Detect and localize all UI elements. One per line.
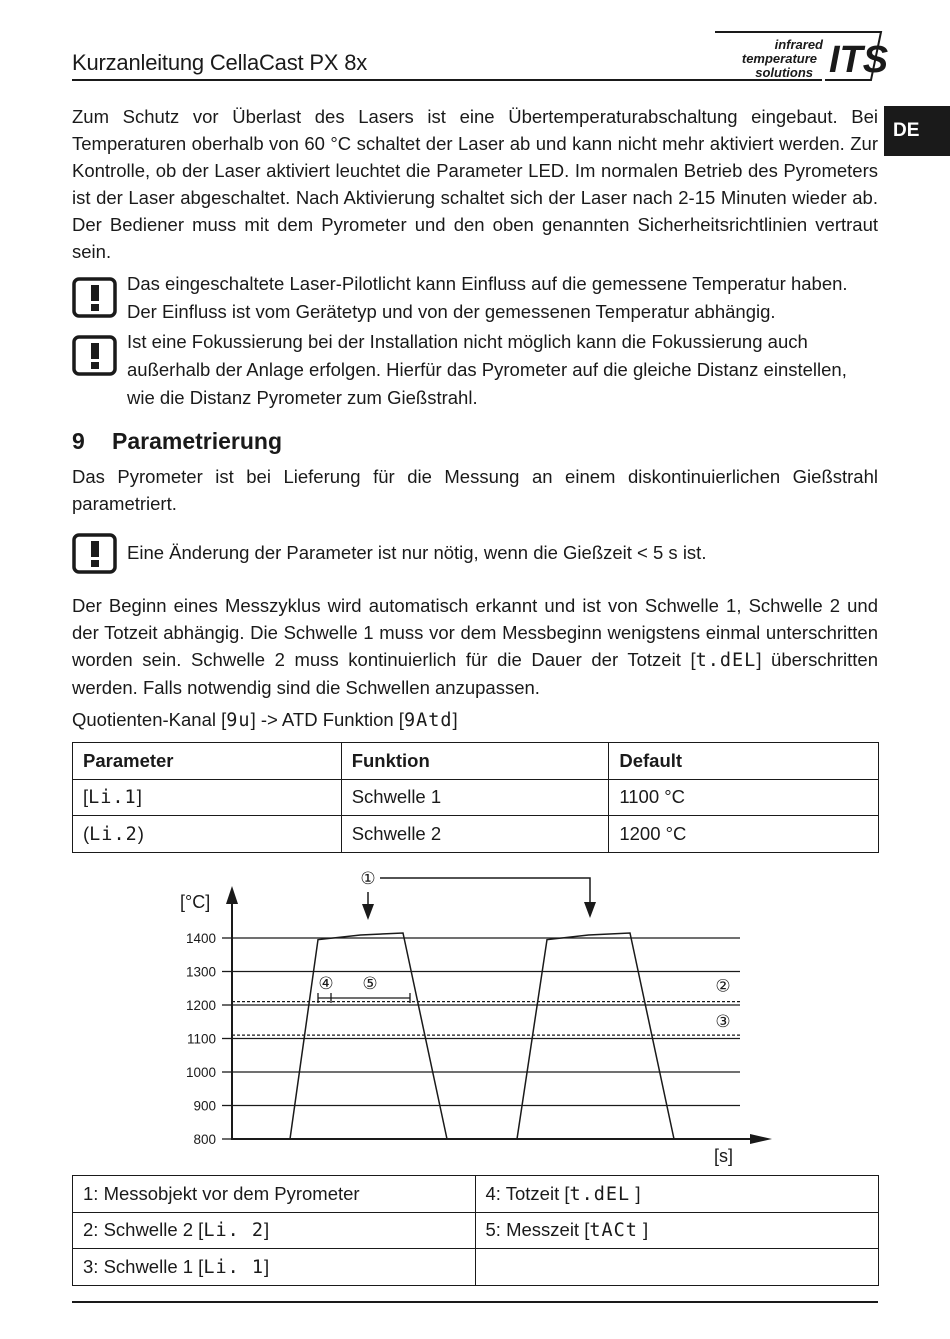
its-logo bbox=[647, 30, 889, 82]
y-tick-label: 900 bbox=[193, 1098, 216, 1114]
intro-paragraph: Zum Schutz vor Überlast des Lasers ist eine Übertemperaturabschaltung eingebaut. Bei Temperaturen oberhalb von 60 °C schaltet der Laser ab und kann nicht mehr aktiviert werden. Zur Kontrolle, ob der Laser aktiviert leuchtet die Parameter LED. Im normalen Betrieb des Pyrometers ist der Laser abgeschaltet. Nach Aktivierung schaltet sich der Laser nach 2-15 Minuten wieder ab. Der Bediener muss mit dem Pyrometer und den oben genannten Sicherheitsrichtlinien vertraut sein. bbox=[72, 106, 878, 262]
legend-text: ] bbox=[630, 1182, 641, 1204]
legend-code: Li. 1 bbox=[203, 1256, 265, 1278]
quot-text-c: ] bbox=[452, 709, 458, 730]
footer-rule bbox=[72, 1301, 878, 1303]
warning-text-focus: Ist eine Fokussierung bei der Installation nicht möglich kann die Fokussierung auch außerhalb der Anlage erfolgen. Hierfür das Pyrometer auf die gleiche Distanz einstellen, wie die Distanz Pyrometer zum Gießstrahl. bbox=[127, 331, 847, 408]
code-tdel: t.dEL bbox=[695, 650, 757, 671]
header-parameter: Parameter bbox=[73, 743, 342, 780]
default-cell: 1200 °C bbox=[609, 816, 879, 853]
code-9u: 9u bbox=[226, 710, 251, 731]
series-line bbox=[290, 933, 447, 1139]
table-row bbox=[73, 1212, 879, 1249]
bracket-close: ] bbox=[136, 786, 142, 808]
legend-cell bbox=[475, 1212, 878, 1249]
legend-cell bbox=[475, 1176, 878, 1213]
measure-marker: ⑤ bbox=[362, 974, 378, 994]
cycle-bracket bbox=[380, 878, 590, 904]
y-tick-label: 1100 bbox=[186, 1031, 216, 1047]
cycle-arrow-head bbox=[584, 902, 596, 918]
language-tab: DE bbox=[884, 106, 950, 156]
quotient-line bbox=[72, 706, 878, 734]
y-axis-label: [°C] bbox=[180, 892, 211, 912]
page-header bbox=[72, 30, 889, 82]
cycle-marker: ① bbox=[360, 869, 376, 889]
y-tick-label: 1000 bbox=[185, 1065, 216, 1080]
section-title: Parametrierung bbox=[112, 428, 283, 454]
param-cell bbox=[73, 816, 342, 853]
param-code: Li.2 bbox=[89, 823, 138, 845]
logo-mark: ITS bbox=[829, 39, 889, 81]
cycle-paragraph bbox=[72, 592, 878, 701]
legend-text: 3: Schwelle 1 [ bbox=[83, 1255, 204, 1277]
bracket-open: [ bbox=[83, 786, 89, 808]
legend-text: 5: Messzeit [ bbox=[485, 1219, 590, 1241]
table-row bbox=[73, 779, 879, 816]
legend-cell bbox=[73, 1249, 476, 1286]
param-code: Li.1 bbox=[88, 787, 137, 809]
table-row bbox=[73, 1176, 879, 1213]
cycle-text-b: ] überschritten werden. Falls notwendig sind die Schwellen anzupassen. bbox=[72, 649, 879, 698]
legend-text: ] bbox=[264, 1255, 270, 1277]
bracket-open: ( bbox=[83, 822, 90, 844]
series-line bbox=[517, 933, 674, 1139]
legend-text: ] bbox=[637, 1219, 649, 1241]
funktion-cell: Schwelle 1 bbox=[341, 779, 609, 816]
table-row bbox=[73, 816, 879, 853]
warning-text-gießzeit: Eine Änderung der Parameter ist nur nötig, wenn die Gießzeit < 5 s ist. bbox=[127, 542, 707, 563]
section-heading bbox=[72, 428, 282, 455]
header-title: Kurzanleitung CellaCast PX 8x bbox=[72, 50, 368, 75]
warning-icon bbox=[72, 531, 118, 575]
default-cell: 1100 °C bbox=[609, 779, 879, 816]
warning-icon bbox=[72, 275, 118, 319]
logo-line1: infrared bbox=[774, 37, 823, 52]
x-axis-arrow bbox=[750, 1134, 772, 1144]
section-number: 9 bbox=[72, 428, 85, 454]
legend-code: t.dEL bbox=[569, 1183, 631, 1205]
deadtime-marker: ④ bbox=[318, 974, 334, 994]
legend-text: ] bbox=[264, 1219, 270, 1241]
temperature-chart bbox=[160, 862, 780, 1172]
logo-line2: temperature bbox=[741, 51, 817, 66]
header-funktion: Funktion bbox=[341, 743, 609, 780]
warning-text-pilot-light: Das eingeschaltete Laser-Pilotlicht kann Einfluss auf die gemessene Temperatur haben. Der Einfluss ist vom Gerätetyp und von der gemessenen Temperatur abhängig. bbox=[127, 273, 848, 322]
y-tick-label: 1400 bbox=[185, 931, 216, 946]
funktion-cell: Schwelle 2 bbox=[341, 816, 609, 853]
table-row bbox=[73, 1249, 879, 1286]
legend-cell bbox=[73, 1212, 476, 1249]
legend-cell-empty bbox=[475, 1249, 878, 1286]
y-tick-label: 800 bbox=[193, 1132, 216, 1147]
y-axis-arrow bbox=[226, 886, 238, 904]
threshold-marker: ③ bbox=[715, 1012, 731, 1033]
code-9atd: 9Atd bbox=[403, 710, 453, 731]
cycle-arrow-head bbox=[362, 904, 374, 920]
x-axis-label: [s] bbox=[714, 1146, 734, 1166]
y-tick-label: 1300 bbox=[185, 964, 216, 980]
quot-text-a: Quotienten-Kanal [ bbox=[72, 709, 227, 730]
param-cell bbox=[73, 779, 342, 816]
parameter-table bbox=[72, 742, 879, 853]
header-default: Default bbox=[609, 743, 879, 780]
legend-code: tACt bbox=[589, 1220, 638, 1242]
warning-icon bbox=[72, 333, 118, 377]
table-header-row bbox=[73, 743, 879, 780]
logo-line3: solutions bbox=[755, 65, 813, 80]
header-rule bbox=[72, 79, 652, 81]
legend-text: 4: Totzeit [ bbox=[485, 1182, 570, 1204]
bracket-close: ) bbox=[137, 822, 144, 844]
section-intro: Das Pyrometer ist bei Lieferung für die Messung an einem diskontinuierlichen Gießstrahl parametriert. bbox=[72, 466, 878, 514]
threshold-marker: ② bbox=[715, 976, 731, 997]
quot-text-b: ] -> ATD Funktion [ bbox=[250, 709, 404, 730]
legend-cell: 1: Messobjekt vor dem Pyrometer bbox=[73, 1176, 476, 1213]
legend-code: Li. 2 bbox=[203, 1220, 265, 1242]
cycle-text-a: Der Beginn eines Messzyklus wird automatisch erkannt und ist von Schwelle 1, Schwelle 2 und der Totzeit abhängig. Die Schwelle 1 muss vor dem Messbeginn wenigstens einmal unterschritten worden sein. Schwelle 2 muss kontinuierlich für die Dauer der Totzeit [ bbox=[72, 595, 878, 670]
legend-table bbox=[72, 1175, 879, 1286]
legend-text: 2: Schwelle 2 [ bbox=[83, 1219, 204, 1241]
y-tick-label: 1200 bbox=[185, 998, 216, 1013]
